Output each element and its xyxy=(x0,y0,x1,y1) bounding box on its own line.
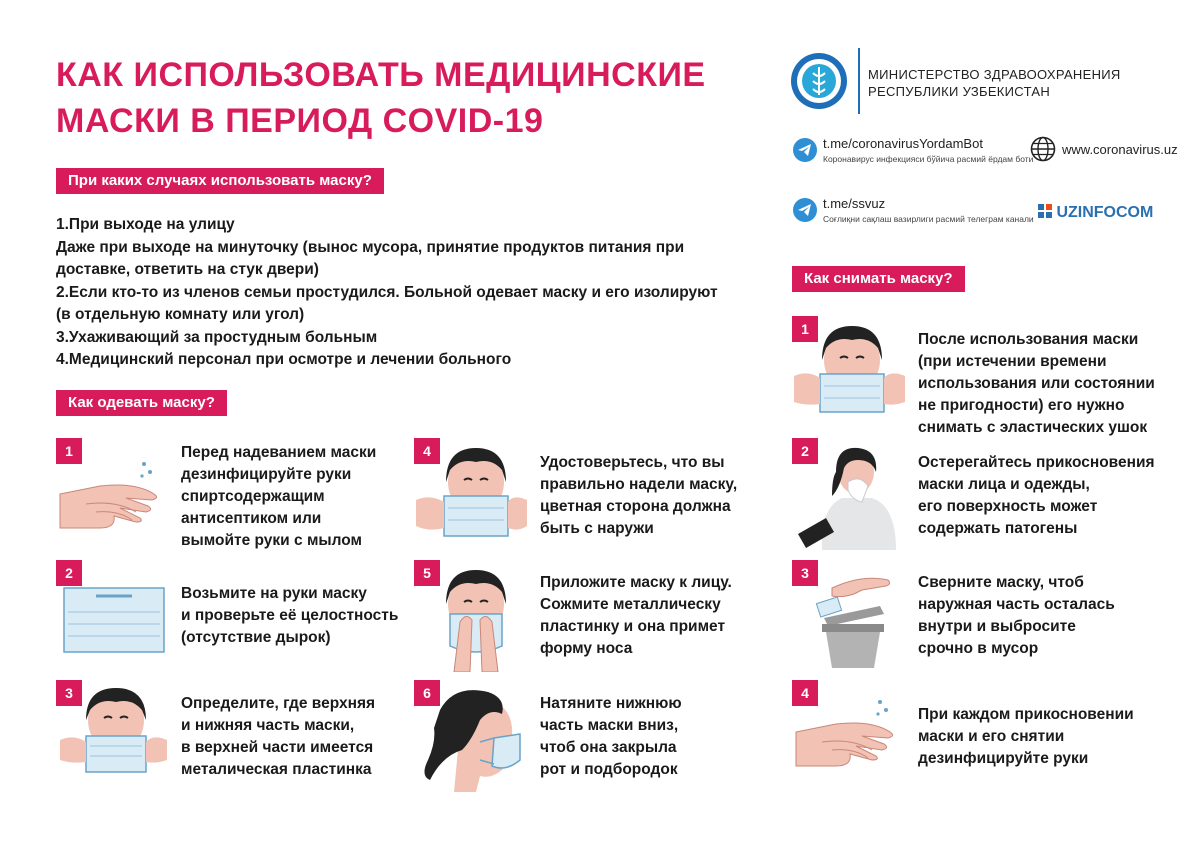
bot-link[interactable] xyxy=(823,136,1033,164)
trash-bin-illustration xyxy=(792,560,907,672)
wear-step-4-number: 4 xyxy=(414,438,440,464)
step-line: (отсутствие дырок) xyxy=(181,629,331,646)
step-line: спиртсодержащим xyxy=(181,488,325,505)
profile-mask-illustration xyxy=(414,680,529,792)
when-line: Даже при выходе на минуточку (вынос мусора, принятие продуктов питания при xyxy=(56,238,685,256)
remove-step-2-text xyxy=(918,452,1155,540)
step-line: металическая пластинка xyxy=(181,761,372,778)
step-line: и нижняя часть маски, xyxy=(181,717,355,734)
channel-link[interactable] xyxy=(823,196,1034,224)
step-line: содержать патогены xyxy=(918,520,1078,537)
ministry-name-line-1: МИНИСТЕРСТВО ЗДРАВООХРАНЕНИЯ xyxy=(868,67,1121,82)
remove-step-1-number: 1 xyxy=(792,316,818,342)
telegram-icon xyxy=(793,138,817,162)
step-line: быть с наружи xyxy=(540,520,654,537)
step-line: Перед надеванием маски xyxy=(181,444,377,461)
step-line: наружная часть осталась xyxy=(918,596,1115,613)
when-line: 3.Ухаживающий за простудным больным xyxy=(56,328,378,346)
page-title xyxy=(56,52,706,144)
step-line: маски и его снятии xyxy=(918,728,1065,745)
step-line: часть маски вниз, xyxy=(540,717,679,734)
uzinfocom-logo-mark xyxy=(1038,204,1052,218)
wear-step-1-number: 1 xyxy=(56,438,82,464)
step-line: чтоб она закрыла xyxy=(540,739,677,756)
wear-heading: Как одевать маску? xyxy=(56,390,227,416)
ministry-name-line-2: РЕСПУБЛИКИ УЗБЕКИСТАН xyxy=(868,84,1051,99)
when-heading: При каких случаях использовать маску? xyxy=(56,168,384,194)
remove-step-1-text xyxy=(918,329,1155,439)
step-line: дезинфицируйте руки xyxy=(918,750,1089,767)
step-line: срочно в мусор xyxy=(918,640,1039,657)
face-mask-check-illustration xyxy=(414,438,529,552)
remove-step-3-number: 3 xyxy=(792,560,818,586)
remove-step-4-number: 4 xyxy=(792,680,818,706)
step-line: пластинку и она примет xyxy=(540,618,726,635)
step-line: правильно надели маску, xyxy=(540,476,738,493)
ministry-divider xyxy=(858,48,860,114)
remove-step-4-text xyxy=(918,704,1134,770)
when-line: 4.Медицинский персонал при осмотре и лечении больного xyxy=(56,351,512,368)
page-title-line-1: КАК ИСПОЛЬЗОВАТЬ МЕДИЦИНСКИЕ xyxy=(56,56,706,94)
ministry-name xyxy=(868,66,1121,100)
page-title-line-2: МАСКИ В ПЕРИОД COVID-19 xyxy=(56,102,544,140)
uzinfocom-logo-text: UZINFOCOM xyxy=(1056,204,1154,221)
wear-step-3-number: 3 xyxy=(56,680,82,706)
step-line: рот и подбородок xyxy=(540,761,678,778)
step-line: вымойте руки с мылом xyxy=(181,532,363,549)
remove-heading: Как снимать маску? xyxy=(792,266,965,292)
step-line: Остерегайтесь прикосновения xyxy=(918,454,1155,471)
wear-step-1-text xyxy=(181,442,376,552)
step-line: внутри и выбросите xyxy=(918,618,1076,635)
step-line: Сверните маску, чтоб xyxy=(918,574,1084,591)
hands-wash-illustration xyxy=(792,680,907,792)
telegram-channel-icon xyxy=(793,198,817,222)
remove-step-3-text xyxy=(918,572,1115,660)
step-line: После использования маски xyxy=(918,331,1139,348)
uzinfocom-logo xyxy=(1038,204,1153,222)
mask-flat-illustration xyxy=(56,560,171,670)
remove-mask-illustration xyxy=(792,316,907,426)
step-line: Сожмите металлическу xyxy=(540,596,721,613)
step-line: дезинфицируйте руки xyxy=(181,466,352,483)
step-line: Определите, где верхняя xyxy=(181,695,376,712)
website-link[interactable]: www.coronavirus.uz xyxy=(1062,142,1178,157)
bot-link-url[interactable]: t.me/coronavirusYordamBot xyxy=(823,136,983,151)
step-line: маски лица и одежды, xyxy=(918,476,1090,493)
wear-step-2-text xyxy=(181,583,398,649)
wear-step-6-number: 6 xyxy=(414,680,440,706)
hands-sanitizer-illustration xyxy=(56,438,171,550)
step-line: При каждом прикосновении xyxy=(918,706,1134,723)
wear-step-3-text xyxy=(181,693,375,781)
step-line: снимать с эластических ушок xyxy=(918,419,1148,436)
when-line: 2.Если кто-то из членов семьи простудился. Больной одевает маску и его изолируют xyxy=(56,283,718,301)
ministry-emblem xyxy=(790,52,848,110)
step-line: Возьмите на руки маску xyxy=(181,585,367,602)
wear-step-4-text xyxy=(540,452,737,540)
remove-step-2-number: 2 xyxy=(792,438,818,464)
step-line: использования или состоянии xyxy=(918,375,1155,392)
when-line: (в отдельную комнату или угол) xyxy=(56,306,305,323)
when-line: доставке, ответить на стук двери) xyxy=(56,261,319,278)
channel-link-url[interactable]: t.me/ssvuz xyxy=(823,196,886,211)
face-holding-mask-illustration xyxy=(56,680,171,792)
step-line: его поверхность может xyxy=(918,498,1098,515)
wear-step-5-number: 5 xyxy=(414,560,440,586)
step-line: Приложите маску к лицу. xyxy=(540,574,732,591)
when-line: 1.При выходе на улицу xyxy=(56,216,235,233)
step-line: и проверьте её целостность xyxy=(181,607,399,624)
wear-step-5-text xyxy=(540,572,732,660)
step-line: (при истечении времени xyxy=(918,353,1107,370)
step-line: форму носа xyxy=(540,640,633,657)
step-line: не пригодности) его нужно xyxy=(918,397,1125,414)
wear-step-2-number: 2 xyxy=(56,560,82,586)
person-coughing-illustration xyxy=(792,438,907,550)
step-line: Натяните нижнюю xyxy=(540,695,682,712)
when-list xyxy=(56,214,716,372)
step-line: цветная сторона должна xyxy=(540,498,731,515)
bot-link-caption: Коронавирус инфекцияси бўйича расмий ёрдам боти xyxy=(823,154,1034,164)
step-line: антисептиком или xyxy=(181,510,322,527)
step-line: в верхней части имеется xyxy=(181,739,374,756)
pinch-nose-illustration xyxy=(414,560,529,672)
step-line: Удостоверьтесь, что вы xyxy=(540,454,725,471)
channel-link-caption: Соғлиқни сақлаш вазирлиги расмий телеграм канали xyxy=(823,214,1034,224)
wear-step-6-text xyxy=(540,693,682,781)
globe-icon xyxy=(1030,136,1056,162)
